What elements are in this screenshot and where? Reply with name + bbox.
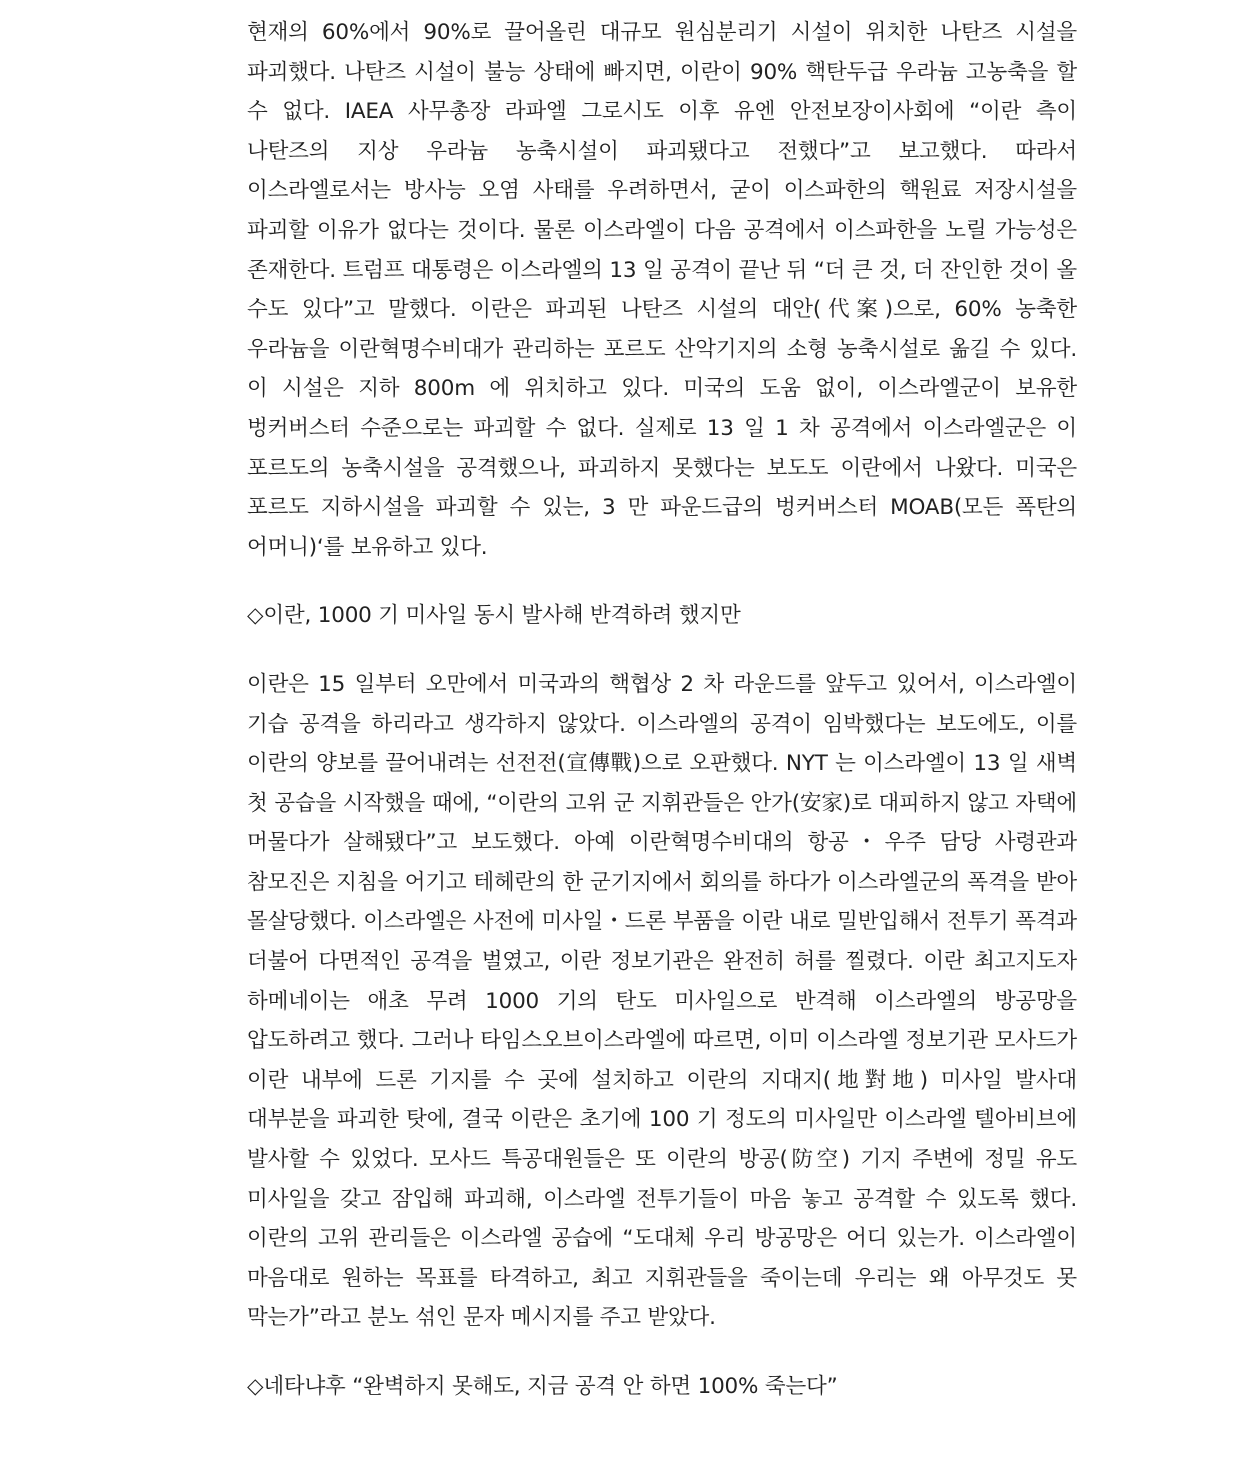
body-paragraph: 현재의 60%에서 90%로 끌어올린 대규모 원심분리기 시설이 위치한 나탄즈 시설을 파괴했다. 나탄즈 시설이 불능 상태에 빠지면, 이란이 90% 핵탄두급 우라늄 고농축을 할 수 없다. IAEA 사무총장 라파엘 그로시도 이후 유엔 안전보장이사회에 “이란 측이 나탄즈의 지상 우라늄 농축시설이 파괴됐다고 전했다”고 보고했다. 따라서 이스라엘로서는 방사능 오염 사태를 우려하면서, 굳이 이스파한의 핵원료 저장시설을 파괴할 이유가 없다는 것이다. 물론 이스라엘이 다음 공격에서 이스파한을 노릴 가능성은 존재한다. 트럼프 대통령은 이스라엘의 13 일 공격이 끝난 뒤 “더 큰 것, 더 잔인한 것이 올 수도 있다”고 말했다. 이란은 파괴된 나탄즈 시설의 대안(代案)으로, 60% 농축한 우라늄을 이란혁명수비대가 관리하는 포르도 산악기지의 소형 농축시설로 옮길 수 있다. 이 시설은 지하 800m 에 위치하고 있다. 미국의 도움 없이, 이스라엘군이 보유한 벙커버스터 수준으로는 파괴할 수 없다. 실제로 13 일 1 차 공격에서 이스라엘군은 이 포르도의 농축시설을 공격했으나, 파괴하지 못했다는 보도도 이란에서 나왔다. 미국은 포르도 지하시설을 파괴할 수 있는, 3 만 파운드급의 벙커버스터 MOAB(모든 폭탄의 어머니)‘를 보유하고 있다. xyxy=(247,20,1077,560)
section-heading: ◇네타냐후 “완벽하지 못해도, 지금 공격 안 하면 100% 죽는다” xyxy=(247,1374,838,1399)
paragraph-spacer xyxy=(247,636,1077,665)
paragraph-spacer xyxy=(247,567,1077,596)
section-heading: ◇이란, 1000 기 미사일 동시 발사해 반격하려 했지만 xyxy=(247,603,741,629)
document-page xyxy=(247,13,1077,1407)
body-paragraph: 이란은 15 일부터 오만에서 미국과의 핵협상 2 차 라운드를 앞두고 있어서, 이스라엘이 기습 공격을 하리라고 생각하지 않았다. 이스라엘의 공격이 임박했다는 보도에도, 이를 이란의 양보를 끌어내려는 선전전(宣傳戰)으로 오판했다. NYT 는 이스라엘이 13 일 새벽 첫 공습을 시작했을 때에, “이란의 고위 군 지휘관들은 안가(安家)로 대피하지 않고 자택에 머물다가 살해됐다”고 보도했다. 아예 이란혁명수비대의 항공・우주 담당 사령관과 참모진은 지침을 어기고 테헤란의 한 군기지에서 회의를 하다가 이스라엘군의 폭격을 받아 몰살당했다. 이스라엘은 사전에 미사일・드론 부품을 이란 내로 밀반입해서 전투기 폭격과 더불어 다면적인 공격을 벌였고, 이란 정보기관은 완전히 허를 찔렸다. 이란 최고지도자 하메네이는 애초 무려 1000 기의 탄도 미사일으로 반격해 이스라엘의 방공망을 압도하려고 했다. 그러나 타임스오브이스라엘에 따르면, 이미 이스라엘 정보기관 모사드가 이란 내부에 드론 기지를 수 곳에 설치하고 이란의 지대지(地對地) 미사일 발사대 대부분을 파괴한 탓에, 결국 이란은 초기에 100 기 정도의 미사일만 이스라엘 텔아비브에 발사할 수 있었다. 모사드 특공대원들은 또 이란의 방공(防空) 기지 주변에 정밀 유도 미사일을 갖고 잠입해 파괴해, 이스라엘 전투기들이 마음 놓고 공격할 수 있도록 했다. 이란의 고위 관리들은 이스라엘 공습에 “도대체 우리 방공망은 어디 있는가. 이스라엘이 마음대로 원하는 목표를 타격하고, 최고 지휘관들을 죽이는데 우리는 왜 아무것도 못 막는가”라고 분노 섞인 문자 메시지를 주고 받았다. xyxy=(247,671,1077,1331)
paragraph-spacer xyxy=(247,1338,1077,1367)
